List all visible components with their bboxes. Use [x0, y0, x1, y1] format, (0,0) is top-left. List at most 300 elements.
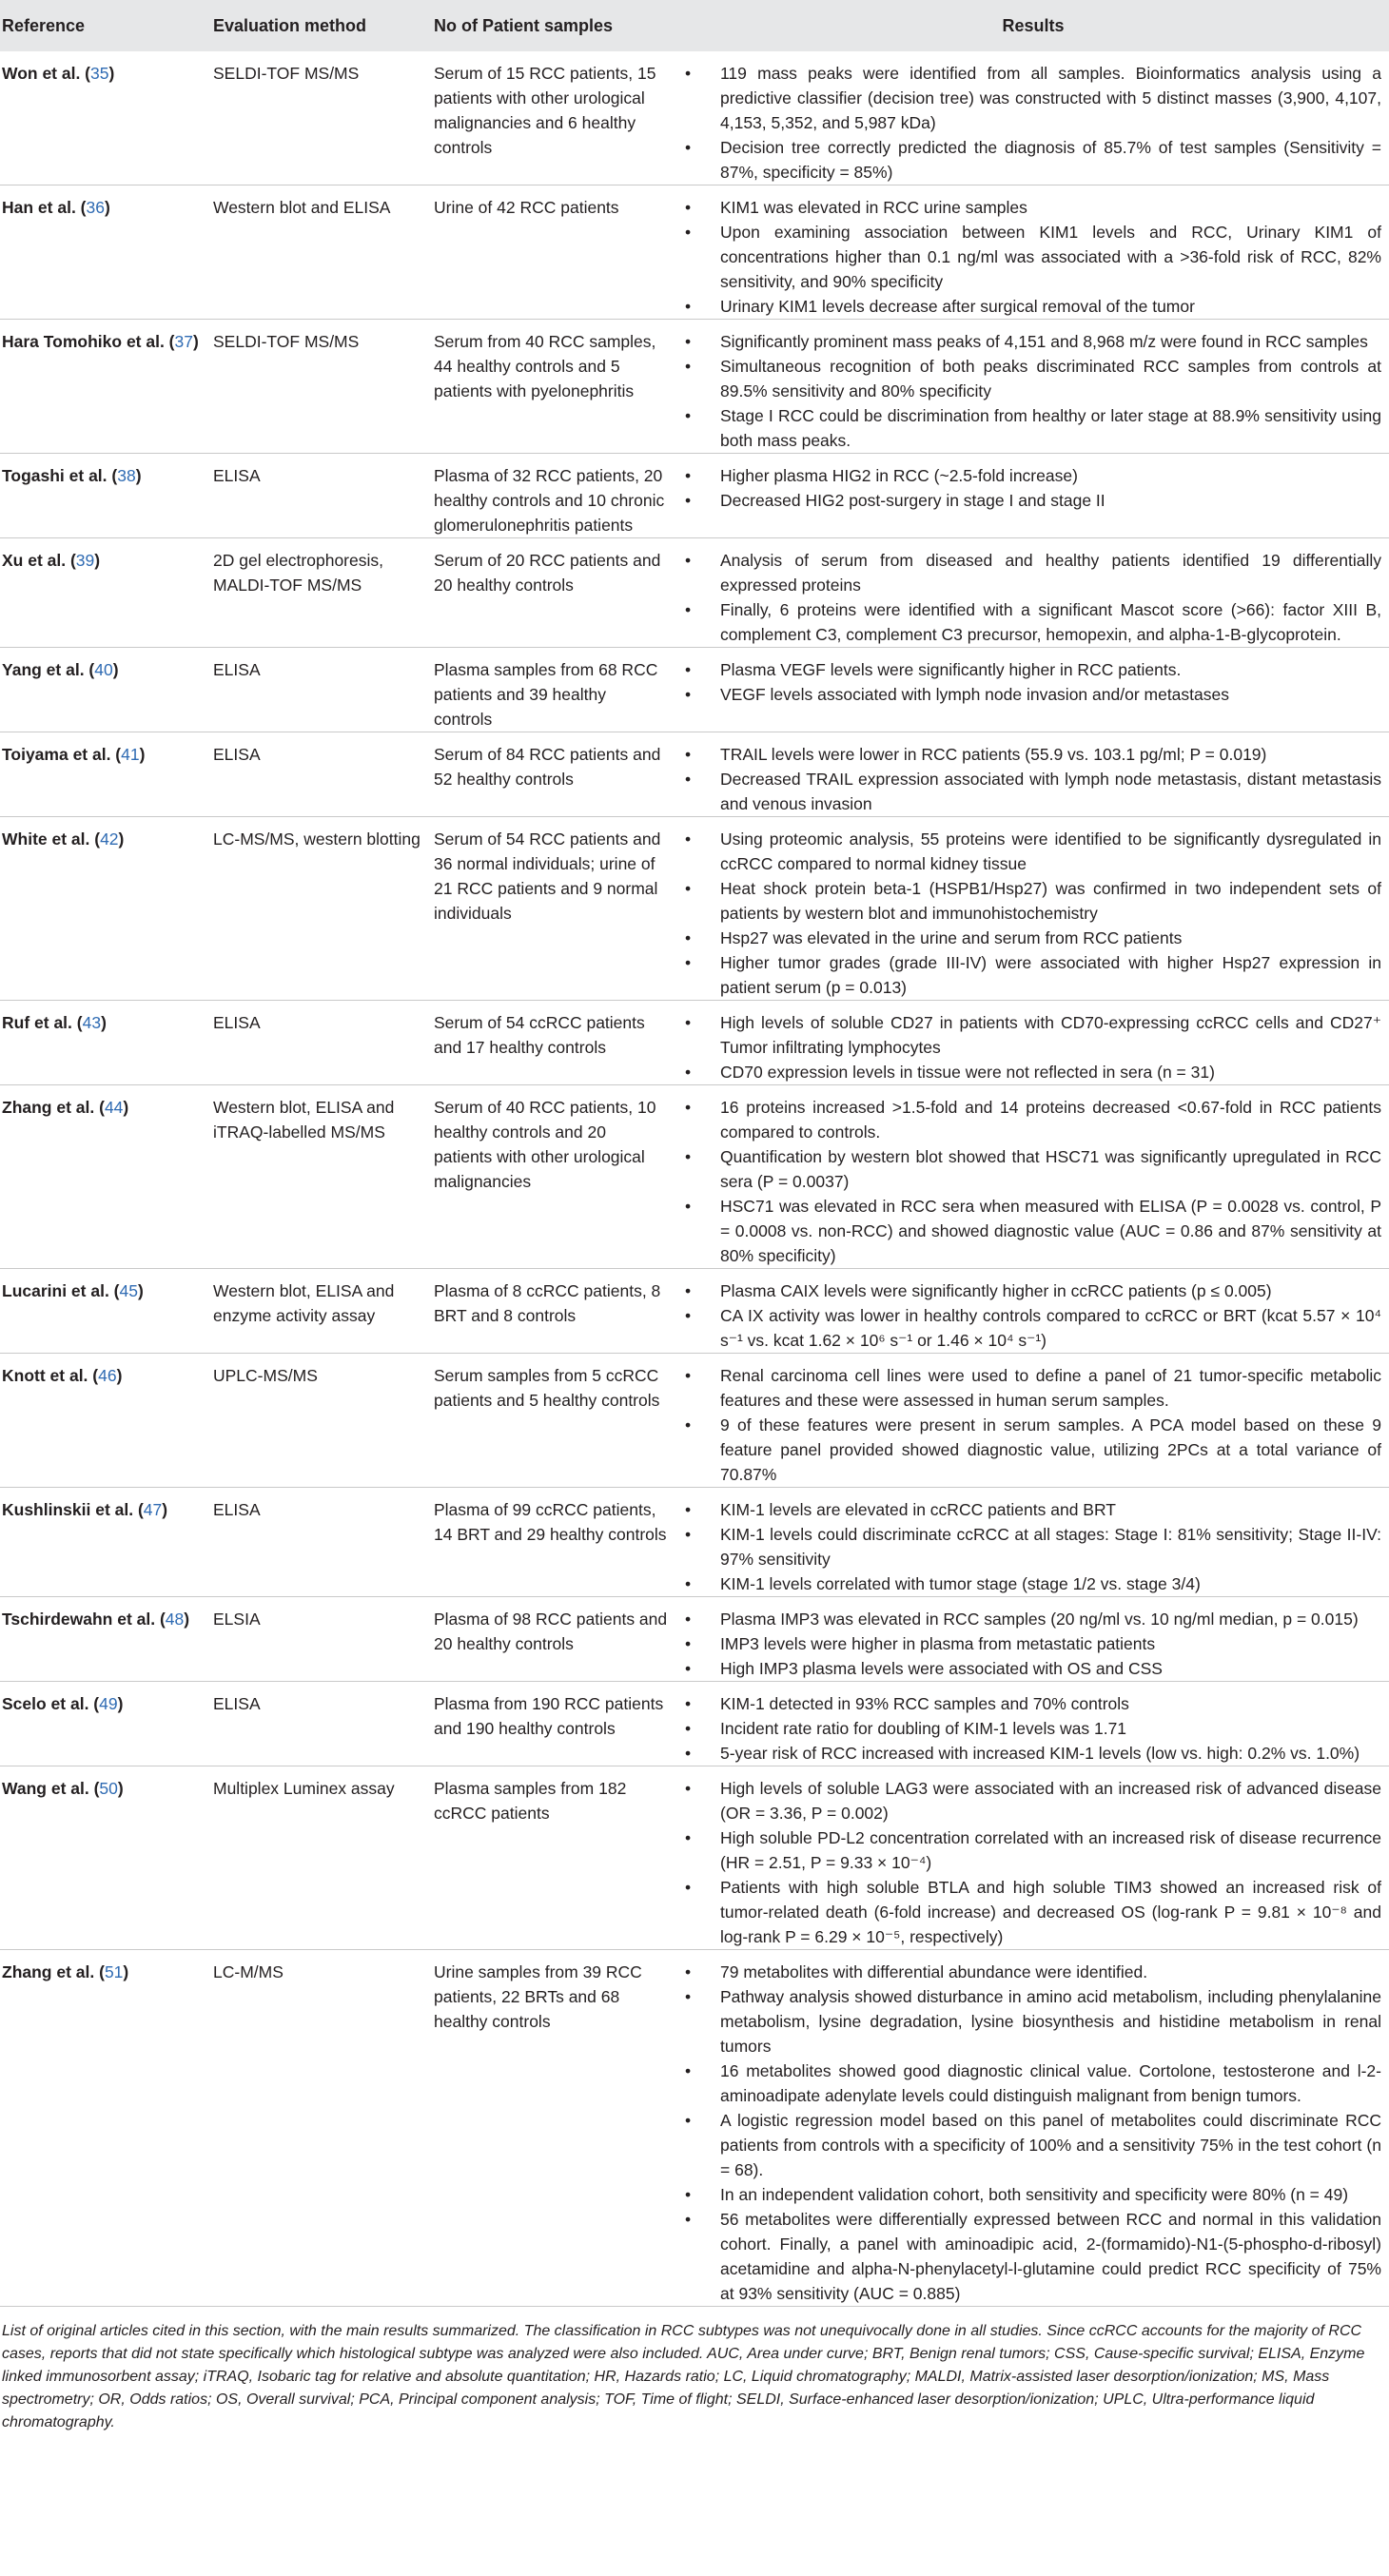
- result-text: Patients with high soluble BTLA and high soluble TIM3 showed an increased risk of tumor-related death (6-fold increase) and decreased OS (log-rank P = 9.81 × 10⁻⁸ and log-rank P = 6.29 × 10⁻⁵, respectively): [720, 1878, 1381, 1946]
- result-text: KIM1 was elevated in RCC urine samples: [720, 198, 1027, 217]
- results-cell: [675, 454, 1389, 538]
- bullet-icon: •: [685, 198, 692, 217]
- citation-close: ): [101, 1013, 107, 1032]
- result-item: [677, 2182, 1381, 2207]
- samples-cell: Plasma samples from 68 RCC patients and 39 healthy controls: [434, 660, 658, 729]
- citation-link[interactable]: 45: [119, 1281, 138, 1300]
- table-row: [0, 454, 1389, 538]
- result-item: [677, 488, 1381, 513]
- samples-cell: Serum from 40 RCC samples, 44 healthy controls and 5 patients with pyelonephritis: [434, 332, 656, 400]
- author-name: Wang et al. (: [2, 1779, 100, 1798]
- result-item: [677, 1303, 1381, 1353]
- bullet-icon: •: [685, 551, 692, 570]
- results-cell: [675, 1597, 1389, 1682]
- result-item: [677, 294, 1381, 319]
- bullet-icon: •: [685, 1063, 692, 1082]
- results-list: [677, 742, 1381, 816]
- reference-cell: [0, 648, 211, 732]
- citation-close: ): [123, 1098, 129, 1117]
- samples-cell: Serum of 54 ccRCC patients and 17 healthy controls: [434, 1013, 645, 1057]
- citation-link[interactable]: 39: [75, 551, 95, 570]
- bullet-icon: •: [685, 1694, 692, 1713]
- header-results: Results: [675, 0, 1389, 51]
- bullet-icon: •: [685, 1525, 692, 1544]
- table-row: [0, 538, 1389, 648]
- result-text: KIM-1 levels correlated with tumor stage (stage 1/2 vs. stage 3/4): [720, 1574, 1201, 1593]
- method-cell: ELISA: [213, 466, 261, 485]
- result-text: Pathway analysis showed disturbance in amino acid metabolism, including phenylalanine metabolism, lysine degradation, lysine biosynthesis and histidine metabolism in renal tumors: [720, 1987, 1381, 2056]
- result-item: [677, 1875, 1381, 1949]
- reference-cell: [0, 1682, 211, 1766]
- result-item: [677, 1607, 1381, 1631]
- result-text: Heat shock protein beta-1 (HSPB1/Hsp27) was confirmed in two independent sets of patients by western blot and immunohistochemistry: [720, 879, 1381, 923]
- bullet-icon: •: [685, 223, 692, 242]
- table-row: [0, 1354, 1389, 1488]
- reference-cell: [0, 1488, 211, 1597]
- result-text: Higher tumor grades (grade III-IV) were associated with higher Hsp27 expression in patient serum (p = 0.013): [720, 953, 1381, 997]
- bullet-icon: •: [685, 1197, 692, 1216]
- results-cell: [675, 1085, 1389, 1269]
- bullet-icon: •: [685, 1659, 692, 1678]
- bullet-icon: •: [685, 2111, 692, 2130]
- reference-cell: [0, 1354, 211, 1488]
- result-text: 79 metabolites with differential abundance were identified.: [720, 1962, 1148, 1981]
- citation-close: ): [162, 1500, 168, 1519]
- result-item: [677, 548, 1381, 597]
- method-cell: SELDI-TOF MS/MS: [213, 332, 360, 351]
- bullet-icon: •: [685, 1306, 692, 1325]
- citation-link[interactable]: 49: [99, 1694, 118, 1713]
- bullet-icon: •: [685, 64, 692, 83]
- samples-cell: Serum of 40 RCC patients, 10 healthy controls and 20 patients with other urological malignancies: [434, 1098, 656, 1191]
- results-cell: [675, 320, 1389, 454]
- result-item: [677, 657, 1381, 682]
- citation-link[interactable]: 47: [143, 1500, 163, 1519]
- bullet-icon: •: [685, 660, 692, 679]
- bullet-icon: •: [685, 1366, 692, 1385]
- reference-cell: [0, 1085, 211, 1269]
- bullet-icon: •: [685, 2210, 692, 2229]
- results-cell: [675, 1682, 1389, 1766]
- result-item: [677, 1960, 1381, 1984]
- result-text: CD70 expression levels in tissue were not reflected in sera (n = 31): [720, 1063, 1215, 1082]
- result-text: Incident rate ratio for doubling of KIM-1 levels was 1.71: [720, 1719, 1127, 1738]
- author-name: Zhang et al. (: [2, 1962, 105, 1981]
- table-row: [0, 732, 1389, 817]
- result-text: Decreased TRAIL expression associated with lymph node metastasis, distant metastasis and venous invasion: [720, 770, 1381, 813]
- table-row: [0, 1488, 1389, 1597]
- citation-link[interactable]: 41: [121, 745, 140, 764]
- result-item: [677, 597, 1381, 647]
- bullet-icon: •: [685, 491, 692, 510]
- result-text: Plasma IMP3 was elevated in RCC samples (20 ng/ml vs. 10 ng/ml median, p = 0.015): [720, 1610, 1359, 1629]
- results-list: [677, 1095, 1381, 1268]
- table-row: [0, 648, 1389, 732]
- bullet-icon: •: [685, 332, 692, 351]
- citation-close: ): [135, 466, 142, 485]
- reference-cell: [0, 185, 211, 320]
- results-cell: [675, 51, 1389, 185]
- result-item: [677, 1194, 1381, 1268]
- bullet-icon: •: [685, 770, 692, 789]
- result-item: [677, 1144, 1381, 1194]
- method-cell: ELSIA: [213, 1610, 261, 1629]
- bullet-icon: •: [685, 1610, 692, 1629]
- result-text: Stage I RCC could be discrimination from healthy or later stage at 88.9% sensitivity using both mass peaks.: [720, 406, 1381, 450]
- results-list: [677, 548, 1381, 647]
- samples-cell: Plasma of 98 RCC patients and 20 healthy controls: [434, 1610, 668, 1653]
- result-item: [677, 1497, 1381, 1522]
- author-name: Lucarini et al. (: [2, 1281, 120, 1300]
- result-text: High IMP3 plasma levels were associated with OS and CSS: [720, 1659, 1163, 1678]
- reference-cell: [0, 1597, 211, 1682]
- citation-link[interactable]: 46: [98, 1366, 117, 1385]
- bullet-icon: •: [685, 2185, 692, 2204]
- results-cell: [675, 1269, 1389, 1354]
- result-item: [677, 135, 1381, 185]
- author-name: Kushlinskii et al. (: [2, 1500, 144, 1519]
- bullet-icon: •: [685, 1147, 692, 1166]
- result-text: In an independent validation cohort, both sensitivity and specificity were 80% (n = 49): [720, 2185, 1349, 2204]
- result-text: VEGF levels associated with lymph node invasion and/or metastases: [720, 685, 1229, 704]
- reference-cell: [0, 454, 211, 538]
- result-text: KIM-1 levels are elevated in ccRCC patients and BRT: [720, 1500, 1116, 1519]
- result-text: KIM-1 detected in 93% RCC samples and 70% controls: [720, 1694, 1129, 1713]
- header-patient-samples: No of Patient samples: [432, 0, 675, 51]
- header-evaluation-method: Evaluation method: [211, 0, 432, 51]
- bullet-icon: •: [685, 1779, 692, 1798]
- table-row: [0, 51, 1389, 185]
- results-cell: [675, 1001, 1389, 1085]
- method-cell: ELISA: [213, 745, 261, 764]
- bullet-icon: •: [685, 1013, 692, 1032]
- citation-link[interactable]: 50: [99, 1779, 118, 1798]
- reference-cell: [0, 817, 211, 1001]
- results-list: [677, 657, 1381, 707]
- result-text: TRAIL levels were lower in RCC patients (55.9 vs. 103.1 pg/ml; P = 0.019): [720, 745, 1267, 764]
- bullet-icon: •: [685, 879, 692, 898]
- samples-cell: Serum of 15 RCC patients, 15 patients with other urological malignancies and 6 healthy controls: [434, 64, 656, 157]
- result-text: High levels of soluble LAG3 were associated with an increased risk of advanced disease (OR = 3.36, P = 0.002): [720, 1779, 1381, 1823]
- citation-link[interactable]: 43: [82, 1013, 102, 1032]
- samples-cell: Plasma of 32 RCC patients, 20 healthy controls and 10 chronic glomerulonephritis patients: [434, 466, 665, 535]
- reference-cell: [0, 538, 211, 648]
- results-cell: [675, 732, 1389, 817]
- result-text: Simultaneous recognition of both peaks discriminated RCC samples from controls at 89.5% sensitivity and 80% specificity: [720, 357, 1381, 400]
- results-cell: [675, 1766, 1389, 1950]
- result-text: Using proteomic analysis, 55 proteins were identified to be significantly dysregulated in ccRCC compared to normal kidney tissue: [720, 829, 1381, 873]
- bullet-icon: •: [685, 2061, 692, 2080]
- result-item: [677, 2207, 1381, 2306]
- bullet-icon: •: [685, 297, 692, 316]
- result-item: [677, 742, 1381, 767]
- result-item: [677, 827, 1381, 876]
- results-list: [677, 1010, 1381, 1084]
- results-list: [677, 1776, 1381, 1949]
- result-item: [677, 1825, 1381, 1875]
- citation-close: ): [184, 1610, 190, 1629]
- bullet-icon: •: [685, 1574, 692, 1593]
- results-list: [677, 827, 1381, 1000]
- results-list: [677, 1497, 1381, 1596]
- citation-link[interactable]: 51: [104, 1962, 124, 1981]
- results-cell: [675, 185, 1389, 320]
- results-cell: [675, 1950, 1389, 2307]
- result-text: CA IX activity was lower in healthy controls compared to ccRCC or BRT (kcat 5.57 × 10⁴ s⁻¹ vs. kcat 1.62 × 10⁶ s⁻¹ or 1.46 × 10⁴ s⁻¹): [720, 1306, 1381, 1350]
- result-item: [677, 403, 1381, 453]
- table-row: [0, 1766, 1389, 1950]
- table-row: [0, 1597, 1389, 1682]
- author-name: Ruf et al. (: [2, 1013, 83, 1032]
- result-item: [677, 876, 1381, 926]
- citation-link[interactable]: 44: [104, 1098, 124, 1117]
- citation-link[interactable]: 35: [90, 64, 109, 83]
- results-list: [677, 1607, 1381, 1681]
- result-item: [677, 1741, 1381, 1766]
- result-item: [677, 1363, 1381, 1413]
- results-list: [677, 61, 1381, 185]
- samples-cell: Serum samples from 5 ccRCC patients and 5 healthy controls: [434, 1366, 660, 1410]
- bullet-icon: •: [685, 928, 692, 947]
- method-cell: ELISA: [213, 1500, 261, 1519]
- results-list: [677, 1363, 1381, 1487]
- table-row: [0, 817, 1389, 1001]
- result-item: [677, 463, 1381, 488]
- result-text: 5-year risk of RCC increased with increased KIM-1 levels (low vs. high: 0.2% vs. 1.0%): [720, 1744, 1360, 1763]
- result-text: 16 metabolites showed good diagnostic clinical value. Cortolone, testosterone and l-2-aminoadipate adenylate levels could distinguish malignant from benign tumors.: [720, 2061, 1381, 2105]
- reference-cell: [0, 1950, 211, 2307]
- result-text: Decreased HIG2 post-surgery in stage I and stage II: [720, 491, 1105, 510]
- samples-cell: Serum of 84 RCC patients and 52 healthy controls: [434, 745, 661, 789]
- result-item: [677, 1571, 1381, 1596]
- citation-link[interactable]: 37: [174, 332, 193, 351]
- citation-close: ): [192, 332, 199, 351]
- result-text: 56 metabolites were differentially expressed between RCC and normal in this validation cohort. Finally, a panel with aminoadipic acid, 2-(formamido)-N1-(5-phospho-d-ribosyl) acetamidine and alpha-N-phenylacetyl-l-glutamine could predict RCC specificity of 75% at 93% sensitivity (AUC = 0.885): [720, 2210, 1381, 2303]
- samples-cell: Urine samples from 39 RCC patients, 22 BRTs and 68 healthy controls: [434, 1962, 642, 2031]
- bullet-icon: •: [685, 1878, 692, 1897]
- citation-close: ): [117, 1694, 124, 1713]
- author-name: Scelo et al. (: [2, 1694, 100, 1713]
- method-cell: Western blot, ELISA and enzyme activity assay: [213, 1281, 395, 1325]
- result-item: [677, 329, 1381, 354]
- author-name: Togashi et al. (: [2, 466, 118, 485]
- reference-cell: [0, 732, 211, 817]
- result-item: [677, 1278, 1381, 1303]
- table-row: [0, 185, 1389, 320]
- method-cell: Multiplex Luminex assay: [213, 1779, 395, 1798]
- result-text: Urinary KIM1 levels decrease after surgical removal of the tumor: [720, 297, 1195, 316]
- bullet-icon: •: [685, 829, 692, 849]
- results-list: [677, 195, 1381, 319]
- result-item: [677, 950, 1381, 1000]
- samples-cell: Plasma samples from 182 ccRCC patients: [434, 1779, 627, 1823]
- bullet-icon: •: [685, 1281, 692, 1300]
- result-text: KIM-1 levels could discriminate ccRCC at all stages: Stage I: 81% sensitivity; Stage II-IV: 97% sensitivity: [720, 1525, 1381, 1569]
- result-item: [677, 1010, 1381, 1060]
- result-item: [677, 61, 1381, 135]
- citation-close: ): [94, 551, 101, 570]
- author-name: Xu et al. (: [2, 551, 76, 570]
- result-text: Upon examining association between KIM1 levels and RCC, Urinary KIM1 of concentrations higher than 0.1 ng/ml was associated with a >36-fold risk of RCC, 82% sensitivity, and 90% specificity: [720, 223, 1381, 291]
- result-item: [677, 1691, 1381, 1716]
- result-item: [677, 1522, 1381, 1571]
- table-body: [0, 51, 1389, 2307]
- result-item: [677, 1060, 1381, 1084]
- results-cell: [675, 648, 1389, 732]
- author-name: Won et al. (: [2, 64, 91, 83]
- result-text: Hsp27 was elevated in the urine and serum from RCC patients: [720, 928, 1183, 947]
- results-cell: [675, 538, 1389, 648]
- result-item: [677, 195, 1381, 220]
- result-text: High levels of soluble CD27 in patients with CD70-expressing ccRCC cells and CD27⁺ Tumor infiltrating lymphocytes: [720, 1013, 1381, 1057]
- results-cell: [675, 1488, 1389, 1597]
- results-cell: [675, 1354, 1389, 1488]
- samples-cell: Plasma of 8 ccRCC patients, 8 BRT and 8 controls: [434, 1281, 661, 1325]
- author-name: Zhang et al. (: [2, 1098, 105, 1117]
- result-item: [677, 220, 1381, 294]
- result-text: Finally, 6 proteins were identified with a significant Mascot score (>66): factor XIII B, complement C3, complement C3 precursor, hemopexin, and alpha-1-B-glycoprotein.: [720, 600, 1381, 644]
- citation-close: ): [123, 1962, 129, 1981]
- method-cell: ELISA: [213, 1694, 261, 1713]
- results-list: [677, 463, 1381, 513]
- citation-link[interactable]: 40: [94, 660, 113, 679]
- bullet-icon: •: [685, 1500, 692, 1519]
- results-list: [677, 1691, 1381, 1766]
- author-name: Knott et al. (: [2, 1366, 99, 1385]
- result-item: [677, 2059, 1381, 2108]
- samples-cell: Serum of 54 RCC patients and 36 normal individuals; urine of 21 RCC patients and 9 normal individuals: [434, 829, 661, 923]
- author-name: Hara Tomohiko et al. (: [2, 332, 175, 351]
- reference-cell: [0, 1766, 211, 1950]
- citation-close: ): [139, 745, 146, 764]
- result-item: [677, 354, 1381, 403]
- table-row: [0, 1950, 1389, 2307]
- method-cell: 2D gel electrophoresis, MALDI-TOF MS/MS: [213, 551, 383, 595]
- method-cell: Western blot and ELISA: [213, 198, 391, 217]
- result-text: Quantification by western blot showed that HSC71 was significantly upregulated in RCC sera (P = 0.0037): [720, 1147, 1381, 1191]
- result-text: 9 of these features were present in serum samples. A PCA model based on these 9 feature panel provided showed diagnostic value, utilizing 2PCs at a total variance of 70.87%: [720, 1415, 1381, 1484]
- table-row: [0, 320, 1389, 454]
- result-item: [677, 2108, 1381, 2182]
- bullet-icon: •: [685, 1828, 692, 1847]
- citation-link[interactable]: 42: [100, 829, 119, 849]
- table-row: [0, 1682, 1389, 1766]
- method-cell: LC-MS/MS, western blotting: [213, 829, 421, 849]
- method-cell: SELDI-TOF MS/MS: [213, 64, 360, 83]
- bullet-icon: •: [685, 953, 692, 972]
- samples-cell: Urine of 42 RCC patients: [434, 198, 619, 217]
- samples-cell: Plasma of 99 ccRCC patients, 14 BRT and 29 healthy controls: [434, 1500, 667, 1544]
- bullet-icon: •: [685, 1719, 692, 1738]
- citation-link[interactable]: 38: [117, 466, 136, 485]
- citation-close: ): [118, 829, 125, 849]
- results-list: [677, 1278, 1381, 1353]
- result-text: Significantly prominent mass peaks of 4,151 and 8,968 m/z were found in RCC samples: [720, 332, 1368, 351]
- result-item: [677, 1716, 1381, 1741]
- author-name: Han et al. (: [2, 198, 87, 217]
- result-text: Plasma CAIX levels were significantly higher in ccRCC patients (p ≤ 0.005): [720, 1281, 1272, 1300]
- method-cell: ELISA: [213, 1013, 261, 1032]
- citation-close: ): [117, 1779, 124, 1798]
- result-item: [677, 926, 1381, 950]
- result-text: Analysis of serum from diseased and healthy patients identified 19 differentially expressed proteins: [720, 551, 1381, 595]
- citation-close: ): [112, 660, 119, 679]
- citation-close: ): [108, 64, 115, 83]
- result-text: A logistic regression model based on this panel of metabolites could discriminate RCC patients from controls with a specificity of 100% and a sensitivity 75% in the test cohort (n = 68).: [720, 2111, 1381, 2179]
- bullet-icon: •: [685, 1098, 692, 1117]
- result-text: 16 proteins increased >1.5-fold and 14 proteins decreased <0.67-fold in RCC patients compared to controls.: [720, 1098, 1381, 1142]
- bullet-icon: •: [685, 1744, 692, 1763]
- result-item: [677, 767, 1381, 816]
- results-cell: [675, 817, 1389, 1001]
- result-text: IMP3 levels were higher in plasma from metastatic patients: [720, 1634, 1156, 1653]
- bullet-icon: •: [685, 1987, 692, 2006]
- citation-link[interactable]: 36: [86, 198, 105, 217]
- result-item: [677, 1656, 1381, 1681]
- bullet-icon: •: [685, 1634, 692, 1653]
- result-item: [677, 1413, 1381, 1487]
- method-cell: LC-M/MS: [213, 1962, 284, 1981]
- results-list: [677, 1960, 1381, 2306]
- method-cell: UPLC-MS/MS: [213, 1366, 318, 1385]
- bullet-icon: •: [685, 357, 692, 376]
- method-cell: Western blot, ELISA and iTRAQ-labelled MS/MS: [213, 1098, 395, 1142]
- table-header-row: [0, 0, 1389, 51]
- bullet-icon: •: [685, 1962, 692, 1981]
- bullet-icon: •: [685, 685, 692, 704]
- bullet-icon: •: [685, 466, 692, 485]
- result-item: [677, 1984, 1381, 2059]
- result-text: Decision tree correctly predicted the diagnosis of 85.7% of test samples (Sensitivity = 87%, specificity = 85%): [720, 138, 1381, 182]
- header-reference: Reference: [0, 0, 211, 51]
- table-footnote: List of original articles cited in this section, with the main results summarized. The classification in RCC subtypes was not unequivocally done in all studies. Since ccRCC accounts for the majority of RCC cases, reports that did not state specifically which histological subtype was analyzed were also included. AUC, Area under curve; BRT, Benign renal tumors; CSS, Cause-specific survival; ELISA, Enzyme linked immunosorbent assay; iTRAQ, Isobaric tag for relative and absolute quantitation; HR, Hazards ratio; LC, Liquid chromatography; MALDI, Matrix-assisted laser desorption/ionization; MS, Mass spectrometry; OR, Odds ratios; OS, Overall survival; PCA, Principal component analysis; TOF, Time of flight; SELDI, Surface-enhanced laser desorption/ionization; UPLC, Ultra-performance liquid chromatography.: [2, 2323, 1365, 2430]
- result-text: Renal carcinoma cell lines were used to define a panel of 21 tumor-specific metabolic features and these were assessed in human serum samples.: [720, 1366, 1381, 1410]
- author-name: Toiyama et al. (: [2, 745, 122, 764]
- citation-close: ): [137, 1281, 144, 1300]
- citation-close: ): [116, 1366, 123, 1385]
- reference-cell: [0, 1001, 211, 1085]
- bullet-icon: •: [685, 600, 692, 619]
- bullet-icon: •: [685, 138, 692, 157]
- result-text: High soluble PD-L2 concentration correlated with an increased risk of disease recurrence (HR = 2.51, P = 9.33 × 10⁻⁴): [720, 1828, 1381, 1872]
- results-list: [677, 329, 1381, 453]
- table-row: [0, 1085, 1389, 1269]
- result-item: [677, 1631, 1381, 1656]
- author-name: White et al. (: [2, 829, 101, 849]
- reference-cell: [0, 320, 211, 454]
- citation-link[interactable]: 48: [165, 1610, 185, 1629]
- result-item: [677, 1776, 1381, 1825]
- samples-cell: Plasma from 190 RCC patients and 190 healthy controls: [434, 1694, 664, 1738]
- result-text: Plasma VEGF levels were significantly higher in RCC patients.: [720, 660, 1182, 679]
- result-text: HSC71 was elevated in RCC sera when measured with ELISA (P = 0.0028 vs. control, P = 0.0008 vs. non-RCC) and showed diagnostic value (AUC = 0.86 and 87% sensitivity at 80% specificity): [720, 1197, 1381, 1265]
- table-row: [0, 1269, 1389, 1354]
- result-text: 119 mass peaks were identified from all samples. Bioinformatics analysis using a predictive classifier (decision tree) was constructed with 5 distinct masses (3,900, 4,107, 4,153, 5,352, and 5,987 kDa): [720, 64, 1381, 132]
- samples-cell: Serum of 20 RCC patients and 20 healthy controls: [434, 551, 661, 595]
- result-item: [677, 1095, 1381, 1144]
- method-cell: ELISA: [213, 660, 261, 679]
- author-name: Tschirdewahn et al. (: [2, 1610, 166, 1629]
- bullet-icon: •: [685, 1415, 692, 1434]
- result-item: [677, 682, 1381, 707]
- citation-close: ): [104, 198, 110, 217]
- bullet-icon: •: [685, 745, 692, 764]
- table-row: [0, 1001, 1389, 1085]
- reference-cell: [0, 1269, 211, 1354]
- author-name: Yang et al. (: [2, 660, 95, 679]
- result-text: Higher plasma HIG2 in RCC (~2.5-fold increase): [720, 466, 1078, 485]
- bullet-icon: •: [685, 406, 692, 425]
